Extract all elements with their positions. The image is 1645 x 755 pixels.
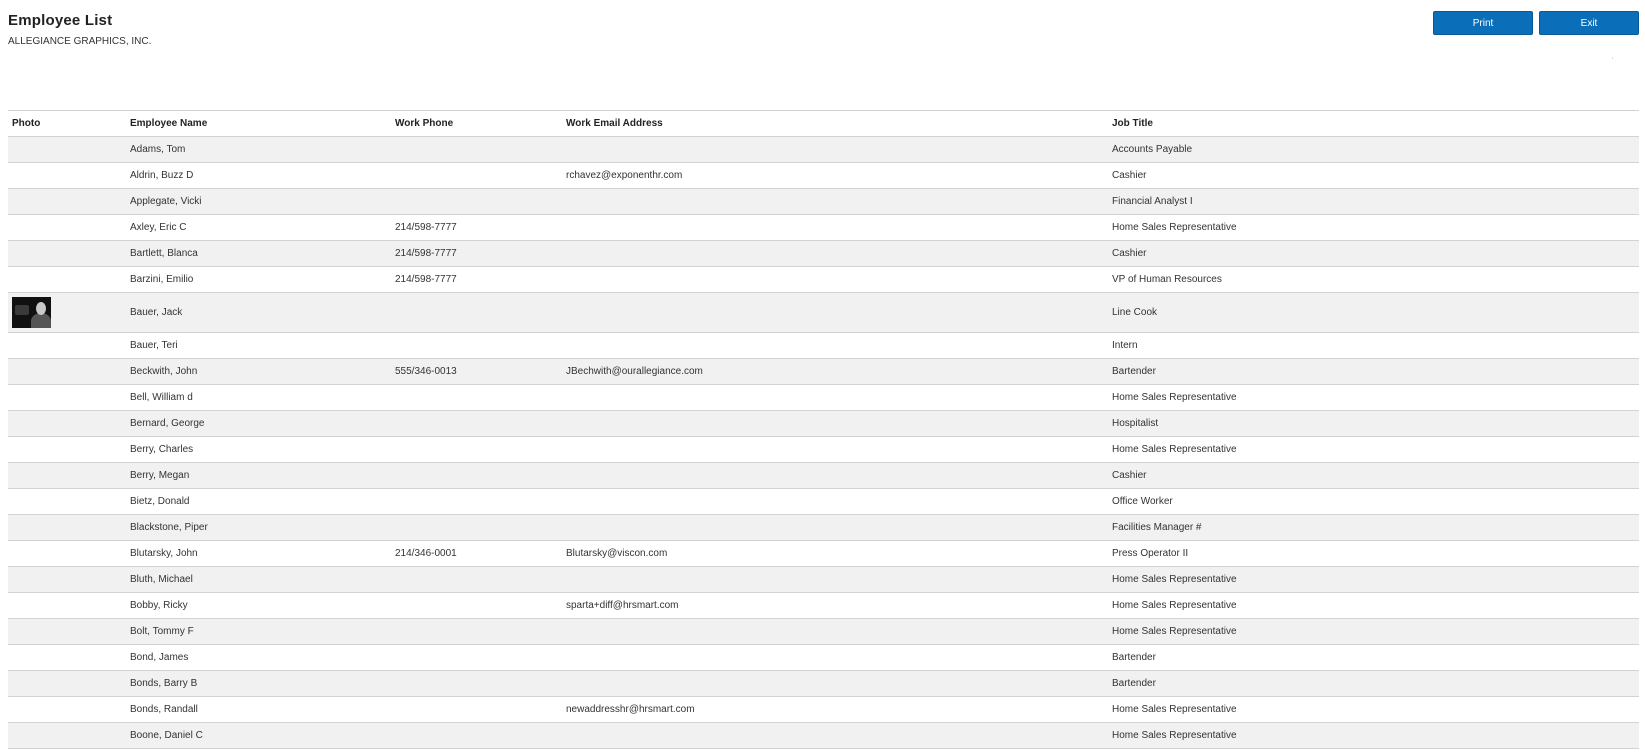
table-header-row xyxy=(8,111,1639,137)
work-phone-cell: 555/346-0013 xyxy=(391,359,562,385)
employee-name-cell: Blackstone, Piper xyxy=(126,515,391,541)
table-row[interactable] xyxy=(8,593,1639,619)
photo-cell xyxy=(8,593,126,619)
work-email-cell xyxy=(562,333,1108,359)
photo-cell xyxy=(8,137,126,163)
work-phone-cell xyxy=(391,163,562,189)
work-email-cell: JBechwith@ourallegiance.com xyxy=(562,359,1108,385)
photo-cell xyxy=(8,189,126,215)
job-title-cell: Home Sales Representative xyxy=(1108,697,1639,723)
work-email-cell xyxy=(562,619,1108,645)
job-title-cell: Bartender xyxy=(1108,359,1639,385)
photo-cell xyxy=(8,437,126,463)
table-row[interactable] xyxy=(8,137,1639,163)
work-phone-cell xyxy=(391,671,562,697)
photo-cell xyxy=(8,241,126,267)
photo-cell xyxy=(8,697,126,723)
job-title-cell: Hospitalist xyxy=(1108,411,1639,437)
employee-name-cell: Bartlett, Blanca xyxy=(126,241,391,267)
employee-name-cell: Berry, Charles xyxy=(126,437,391,463)
photo-cell xyxy=(8,463,126,489)
job-title-cell: Bartender xyxy=(1108,671,1639,697)
table-row[interactable] xyxy=(8,267,1639,293)
work-phone-cell xyxy=(391,437,562,463)
employee-rows xyxy=(8,137,1639,749)
column-header-photo: Photo xyxy=(8,111,126,137)
employee-name-cell: Bonds, Randall xyxy=(126,697,391,723)
job-title-cell: VP of Human Resources xyxy=(1108,267,1639,293)
employee-name-cell: Applegate, Vicki xyxy=(126,189,391,215)
work-email-cell xyxy=(562,515,1108,541)
employee-name-cell: Bauer, Jack xyxy=(126,293,391,333)
work-email-cell: sparta+diff@hrsmart.com xyxy=(562,593,1108,619)
job-title-cell: Home Sales Representative xyxy=(1108,619,1639,645)
job-title-cell: Home Sales Representative xyxy=(1108,593,1639,619)
work-email-cell xyxy=(562,137,1108,163)
work-email-cell xyxy=(562,189,1108,215)
work-phone-cell xyxy=(391,385,562,411)
work-phone-cell xyxy=(391,189,562,215)
table-row[interactable] xyxy=(8,567,1639,593)
employee-photo[interactable] xyxy=(12,297,51,328)
employee-name-cell: Aldrin, Buzz D xyxy=(126,163,391,189)
job-title-cell: Cashier xyxy=(1108,463,1639,489)
photo-cell xyxy=(8,619,126,645)
work-phone-cell xyxy=(391,697,562,723)
work-phone-cell: 214/598-7777 xyxy=(391,215,562,241)
job-title-cell: Financial Analyst I xyxy=(1108,189,1639,215)
work-phone-cell: 214/598-7777 xyxy=(391,267,562,293)
job-title-cell: Press Operator II xyxy=(1108,541,1639,567)
photo-cell xyxy=(8,333,126,359)
job-title-cell: Bartender xyxy=(1108,645,1639,671)
table-row[interactable] xyxy=(8,619,1639,645)
table-row[interactable] xyxy=(8,697,1639,723)
photo-cell xyxy=(8,671,126,697)
photo-cell xyxy=(8,489,126,515)
work-email-cell xyxy=(562,567,1108,593)
photo-cell xyxy=(8,645,126,671)
employee-name-cell: Bietz, Donald xyxy=(126,489,391,515)
exit-button[interactable]: Exit xyxy=(1539,11,1639,35)
table-row[interactable] xyxy=(8,489,1639,515)
photo-cell xyxy=(8,723,126,749)
work-email-cell xyxy=(562,437,1108,463)
photo-cell xyxy=(8,385,126,411)
photo-cell xyxy=(8,267,126,293)
employee-name-cell: Barzini, Emilio xyxy=(126,267,391,293)
table-row[interactable] xyxy=(8,333,1639,359)
table-row[interactable] xyxy=(8,541,1639,567)
employee-name-cell: Bluth, Michael xyxy=(126,567,391,593)
table-row[interactable] xyxy=(8,463,1639,489)
work-phone-cell xyxy=(391,411,562,437)
job-title-cell: Facilities Manager # xyxy=(1108,515,1639,541)
table-row[interactable] xyxy=(8,385,1639,411)
work-phone-cell xyxy=(391,463,562,489)
employee-name-cell: Bell, William d xyxy=(126,385,391,411)
job-title-cell: Home Sales Representative xyxy=(1108,385,1639,411)
employee-name-cell: Bond, James xyxy=(126,645,391,671)
work-phone-cell xyxy=(391,489,562,515)
work-email-cell: rchavez@exponenthr.com xyxy=(562,163,1108,189)
employee-name-cell: Bolt, Tommy F xyxy=(126,619,391,645)
work-email-cell xyxy=(562,645,1108,671)
work-phone-cell xyxy=(391,723,562,749)
job-title-cell: Cashier xyxy=(1108,163,1639,189)
table-row[interactable] xyxy=(8,411,1639,437)
work-email-cell xyxy=(562,293,1108,333)
photo-cell xyxy=(8,411,126,437)
table-row[interactable] xyxy=(8,163,1639,189)
work-email-cell xyxy=(562,671,1108,697)
photo-cell xyxy=(8,163,126,189)
table-row[interactable] xyxy=(8,671,1639,697)
work-email-cell xyxy=(562,385,1108,411)
employee-name-cell: Adams, Tom xyxy=(126,137,391,163)
photo-head xyxy=(36,302,46,315)
job-title-cell: Cashier xyxy=(1108,241,1639,267)
table-row[interactable] xyxy=(8,359,1639,385)
work-phone-cell xyxy=(391,567,562,593)
work-email-cell xyxy=(562,215,1108,241)
photo-glow xyxy=(15,305,29,315)
photo-cell xyxy=(8,215,126,241)
employee-name-cell: Axley, Eric C xyxy=(126,215,391,241)
company-name: ALLEGIANCE GRAPHICS, INC. xyxy=(8,36,152,47)
work-email-cell xyxy=(562,241,1108,267)
work-email-cell: newaddresshr@hrsmart.com xyxy=(562,697,1108,723)
photo-cell xyxy=(8,359,126,385)
work-phone-cell xyxy=(391,333,562,359)
table-row[interactable] xyxy=(8,189,1639,215)
table-row[interactable] xyxy=(8,723,1639,749)
photo-cell xyxy=(8,515,126,541)
work-email-cell xyxy=(562,463,1108,489)
work-email-cell xyxy=(562,489,1108,515)
column-header-work-phone[interactable]: Work Phone xyxy=(391,111,562,137)
work-email-cell xyxy=(562,267,1108,293)
table-row[interactable] xyxy=(8,515,1639,541)
employee-name-cell: Blutarsky, John xyxy=(126,541,391,567)
job-title-cell: Accounts Payable xyxy=(1108,137,1639,163)
job-title-cell: Line Cook xyxy=(1108,293,1639,333)
job-title-cell: Home Sales Representative xyxy=(1108,437,1639,463)
employee-name-cell: Boone, Daniel C xyxy=(126,723,391,749)
work-phone-cell xyxy=(391,293,562,333)
table-row[interactable] xyxy=(8,645,1639,671)
table-row[interactable] xyxy=(8,215,1639,241)
table-row[interactable] xyxy=(8,293,1639,333)
job-title-cell: Intern xyxy=(1108,333,1639,359)
corner-mark: ' xyxy=(1612,58,1614,64)
job-title-cell: Home Sales Representative xyxy=(1108,567,1639,593)
photo-cell xyxy=(8,293,126,333)
page-title: Employee List xyxy=(8,12,113,29)
work-phone-cell xyxy=(391,593,562,619)
job-title-cell: Home Sales Representative xyxy=(1108,723,1639,749)
print-button[interactable]: Print xyxy=(1433,11,1533,35)
employee-name-cell: Bobby, Ricky xyxy=(126,593,391,619)
column-header-employee-name[interactable]: Employee Name xyxy=(126,111,391,137)
work-phone-cell: 214/598-7777 xyxy=(391,241,562,267)
job-title-cell: Home Sales Representative xyxy=(1108,215,1639,241)
employee-name-cell: Beckwith, John xyxy=(126,359,391,385)
employee-name-cell: Bonds, Barry B xyxy=(126,671,391,697)
column-header-work-email[interactable]: Work Email Address xyxy=(562,111,1108,137)
work-phone-cell xyxy=(391,619,562,645)
table-row[interactable] xyxy=(8,241,1639,267)
table-row[interactable] xyxy=(8,437,1639,463)
work-phone-cell: 214/346-0001 xyxy=(391,541,562,567)
job-title-cell: Office Worker xyxy=(1108,489,1639,515)
work-email-cell xyxy=(562,411,1108,437)
work-email-cell xyxy=(562,723,1108,749)
photo-shoulders xyxy=(31,313,51,328)
employee-table xyxy=(8,110,1639,749)
employee-name-cell: Bauer, Teri xyxy=(126,333,391,359)
employee-name-cell: Berry, Megan xyxy=(126,463,391,489)
work-phone-cell xyxy=(391,515,562,541)
photo-cell xyxy=(8,541,126,567)
work-email-cell: Blutarsky@viscon.com xyxy=(562,541,1108,567)
employee-name-cell: Bernard, George xyxy=(126,411,391,437)
work-phone-cell xyxy=(391,137,562,163)
photo-cell xyxy=(8,567,126,593)
column-header-job-title[interactable]: Job Title xyxy=(1108,111,1639,137)
work-phone-cell xyxy=(391,645,562,671)
